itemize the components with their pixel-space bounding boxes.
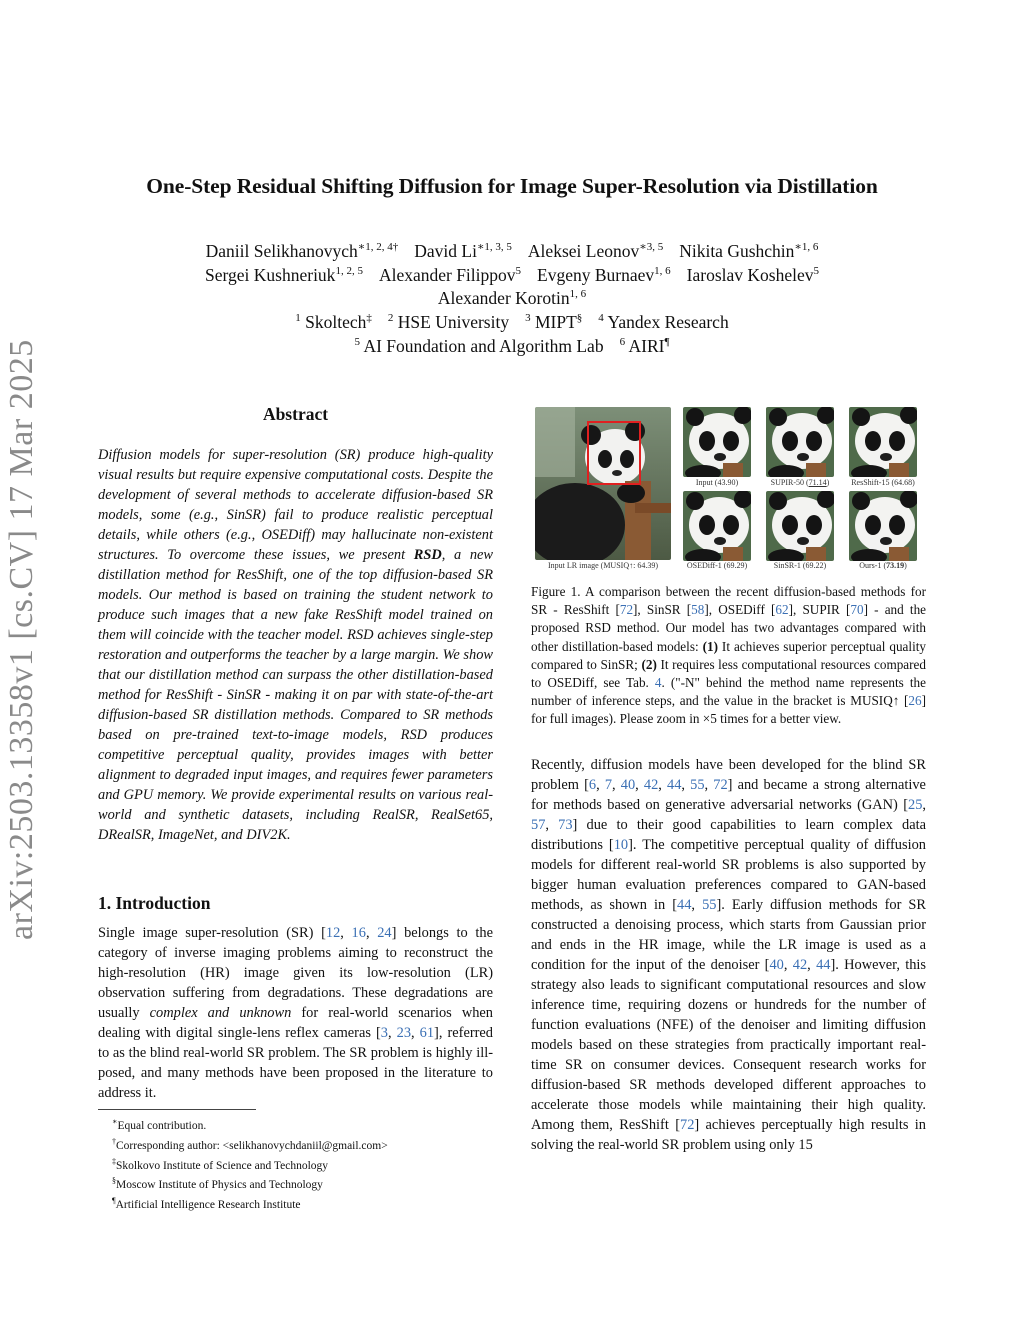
affiliation: $^4$ Yandex Research <box>598 312 729 332</box>
wooden-post <box>806 463 826 477</box>
footnote: ‡Skolkovo Institute of Science and Technology <box>112 1156 329 1172</box>
citation-link[interactable]: 24 <box>377 925 392 941</box>
bold-text: RSD <box>413 547 442 563</box>
affiliation: $^5$ AI Foundation and Algorithm Lab <box>354 336 604 356</box>
author-name: David $Li^{∗1, 3, 5}$ <box>414 240 512 261</box>
panda-right-eye-patch <box>806 431 822 451</box>
citation-link[interactable]: 16 <box>351 925 366 941</box>
panda-nose <box>714 453 726 461</box>
affiliations-line-1 <box>0 312 1024 333</box>
introduction-text: Single image super-resolution (SR) [12, 16, 24] belongs to the category of inverse imaging problems aiming to reconstruct the high-resolution (HR) image given its low-resolution (LR) observation suffering from degradations. These degradations are usually complex and unknown for real-world scenarios when dealing with digital single-lens reflex cameras [3, 23, 61], referred to as the blind real-world SR problem. The SR problem is highly ill-posed, and many methods have been proposed in the literature to address it. <box>98 925 494 1101</box>
footnote: §Moscow Institute of Physics and Technology <box>112 1176 323 1192</box>
panda-left-ear <box>769 408 787 426</box>
panda-left-eye-patch <box>865 515 881 535</box>
right-column-text: Recently, diffusion models have been developed for the blind SR problem [6, 7, 40, 42, 44, 55, 72] and became a strong alternative for methods based on generative adversarial networks (GAN) [25, 57, 73] due to their good capabilities to learn complex data distributions [10]. The competitive perceptual quality of diffusion models for different real-world SR problems is also supported by bigger human evaluation preferences compared to GAN-based methods, as shown in [44, 55]. Early diffusion methods for SR constructed a denoising process, which starts from Gaussian prior and ends in the HR image, while the LR image is used as a condition for the input of the denoiser [40, 42, 44]. However, this strategy also leads to significant computational resources and slow inference time, requiring dozens or hundreds for the number of function evaluations (NFE) of the denoiser and limiting diffusion models based on these strategies from practically important real-time SR on consumer devices. Consequent research works for diffusion-based SR methods developed different approaches to accelerate those models while maintaining their high quality. Among them, ResShift [72] achieves perceptually high results in solving the real-world SR problem using only 15 <box>531 757 927 1153</box>
input-lr-panda-image <box>535 407 671 560</box>
panda-nose <box>797 537 809 545</box>
wooden-post <box>806 547 826 561</box>
citation-link[interactable]: 58 <box>691 602 705 618</box>
panda-right-eye-patch <box>723 431 739 451</box>
authors-line-1 <box>0 240 1024 262</box>
citation-link[interactable]: 26 <box>908 693 922 709</box>
panda-left-ear <box>686 408 704 426</box>
wooden-post <box>889 547 909 561</box>
panda-left-eye-patch <box>865 431 881 451</box>
citation-link[interactable]: 72 <box>713 777 728 793</box>
wooden-post <box>723 547 743 561</box>
author-name: Alexander Filippov$^5$ <box>378 265 522 285</box>
panda-left-eye-patch <box>699 431 715 451</box>
label-sinsr: SinSR-1 (69.22) <box>773 561 827 570</box>
citation-link[interactable]: 62 <box>775 602 789 618</box>
panda-right-eye-patch <box>723 515 739 535</box>
citation-link[interactable]: 7 <box>604 777 613 793</box>
author-name: Sergei Kushneriuk$^{1, 2, 5}$ <box>205 265 363 285</box>
panda-left-ear <box>769 492 787 510</box>
panda-nose <box>714 537 726 545</box>
author-name: Iaroslav Koshelev$^5$ <box>686 265 819 285</box>
panda-left-eye-patch <box>699 515 715 535</box>
affiliations-line-2 <box>0 336 1024 357</box>
affiliation: $^3$ MIPT§ <box>525 312 583 332</box>
label-osediff: OSEDiff-1 (69.29) <box>686 561 748 570</box>
panda-nose <box>880 537 892 545</box>
authors-line-2 <box>0 265 1024 286</box>
arxiv-identifier-stamp: arXiv:2503.13358v1 [cs.CV] 17 Mar 2025 <box>3 339 40 940</box>
footnotes <box>112 1114 388 1213</box>
label-resshift: ResShift-15 (64.68) <box>851 478 915 487</box>
author-name: Nikita Gushchin$^{∗1, 6}$ <box>679 240 819 261</box>
footnote-divider <box>98 1109 256 1110</box>
label-ours: Ours-1 (73.19) <box>859 561 907 570</box>
citation-link[interactable]: 25 <box>908 797 923 813</box>
citation-link[interactable]: 23 <box>396 1025 412 1041</box>
citation-link[interactable]: 40 <box>769 957 784 973</box>
citation-link[interactable]: 72 <box>680 1117 695 1133</box>
bold-text: (2) <box>641 656 657 672</box>
panda-right-eye-patch <box>889 431 905 451</box>
abstract-text: Diffusion models for super-resolution (SR) produce high-quality visual results but require expensive computational costs. Despite the development of several methods to accelerate diffusion-based SR models, some (e.g., SinSR) fail to produce realistic perceptual details, while others (e.g., OSEDiff) may hallucinate non-existent structures. To overcome these issues, we present RSD, a new distillation method for ResShift, one of the top diffusion-based SR models. Our method is based on training the student network to produce such images that a new fake ResShift model trained on them will coincide with the teacher model. RSD achieves single-step restoration and outperforms the teacher by a large margin. We show that our distillation method can surpass the other distillation-based method for ResShift - SinSR - making it on par with state-of-the-art diffusion-based SR distillation methods. Compared to SR methods based on pre-trained text-to-image models, RSD produces competitive perceptual quality, provides images with better alignment to degraded input images, and requires fewer parameters and GPU memory. We provide experimental results on various real-world and synthetic datasets, including RealSR, RealSet65, DRealSR, ImageNet, and DIV2K. <box>98 447 494 843</box>
citation-link[interactable]: 44 <box>816 957 831 973</box>
authors-line-3 <box>0 288 1024 309</box>
citation-link[interactable]: 57 <box>531 817 546 833</box>
panda-right-eye-patch <box>806 515 822 535</box>
footnote: ¶Artificial Intelligence Research Institute <box>112 1196 301 1212</box>
crop-supir-image <box>766 407 834 477</box>
crop-resshift-image <box>849 407 917 477</box>
figure-1-caption: Figure 1. A comparison between the recent diffusion-based methods for SR - ResShift [72], SinSR [58], OSEDiff [62], SUPIR [70] - and the proposed RSD method. Our model has two advantages compared with other distillation-based models: (1) It achieves superior perceptual quality compared to SinSR; (2) It requires less computational resources compared to OSEDiff, see Tab. 4. ("-N" behind the method name represents the number of inference steps, and the value in the bracket is MUSIQ↑ [26] for full images). Please zoom in ×5 times for a better view. <box>531 584 927 727</box>
crop-input-image <box>683 407 751 477</box>
citation-link[interactable]: 44 <box>677 897 692 913</box>
crop-sinsr-image <box>766 491 834 561</box>
citation-link[interactable]: 55 <box>690 777 705 793</box>
footnote: †Corresponding author: <selikhanovychdaniil@gmail.com> <box>112 1136 388 1152</box>
panda-nose <box>880 453 892 461</box>
citation-link[interactable]: 42 <box>643 777 659 793</box>
affiliation: $^2$ HSE University <box>387 312 510 332</box>
citation-link[interactable]: 70 <box>850 602 864 618</box>
panda-right-eye-patch <box>889 515 905 535</box>
bold-text: (1) <box>702 638 718 654</box>
citation-link[interactable]: 42 <box>792 957 808 973</box>
footnote: ∗Equal contribution. <box>112 1117 207 1132</box>
panda-left-ear <box>852 408 870 426</box>
citation-link[interactable]: 72 <box>619 602 634 618</box>
panda-left-ear <box>852 492 870 510</box>
citation-link[interactable]: 61 <box>419 1025 435 1041</box>
panda-nose <box>797 453 809 461</box>
abstract-heading: Abstract <box>262 404 329 424</box>
author-name: Alexander Korotin$^{1, 6}$ <box>437 288 587 308</box>
affiliation: $^6$ AIRI¶ <box>619 336 670 356</box>
author-name: Evgeny Burnaev$^{1, 6}$ <box>537 265 671 285</box>
figure-1-panda-comparison <box>531 405 926 575</box>
citation-link[interactable]: 3 <box>380 1025 388 1041</box>
introduction-heading: 1. Introduction <box>98 893 211 913</box>
label-supir: SUPIR-50 (71.14) <box>770 478 830 487</box>
crop-ours-image <box>849 491 917 561</box>
italic-text: complex and unknown <box>149 1005 292 1021</box>
citation-link[interactable]: 44 <box>667 777 682 793</box>
citation-link[interactable]: 40 <box>620 777 636 793</box>
wooden-post <box>723 463 743 477</box>
citation-link[interactable]: 4 <box>654 675 662 691</box>
panda-left-eye-patch <box>782 431 798 451</box>
citation-link[interactable]: 55 <box>702 897 717 913</box>
wooden-post <box>889 463 909 477</box>
panda-left-eye-patch <box>782 515 798 535</box>
affiliation: $^1$ Skoltech‡ <box>295 312 372 332</box>
citation-link[interactable]: 6 <box>588 777 597 793</box>
label-input: Input (43.90) <box>695 478 739 487</box>
author-name: Daniil Selikhanovych$^{∗1, 2, 4\dagger}$ <box>205 240 399 261</box>
citation-link[interactable]: 10 <box>613 837 629 853</box>
citation-link[interactable]: 12 <box>325 925 341 941</box>
label-input-lr: Input LR image (MUSIQ↑: 64.39) <box>548 561 658 570</box>
author-name: Aleksei Leonov$^{∗3, 5}$ <box>527 240 664 261</box>
citation-link[interactable]: 73 <box>558 817 573 833</box>
paper-title: One-Step Residual Shifting Diffusion for Image Super-Resolution via Distillation <box>146 174 878 198</box>
panda-left-ear <box>686 492 704 510</box>
crop-osediff-image <box>683 491 751 561</box>
